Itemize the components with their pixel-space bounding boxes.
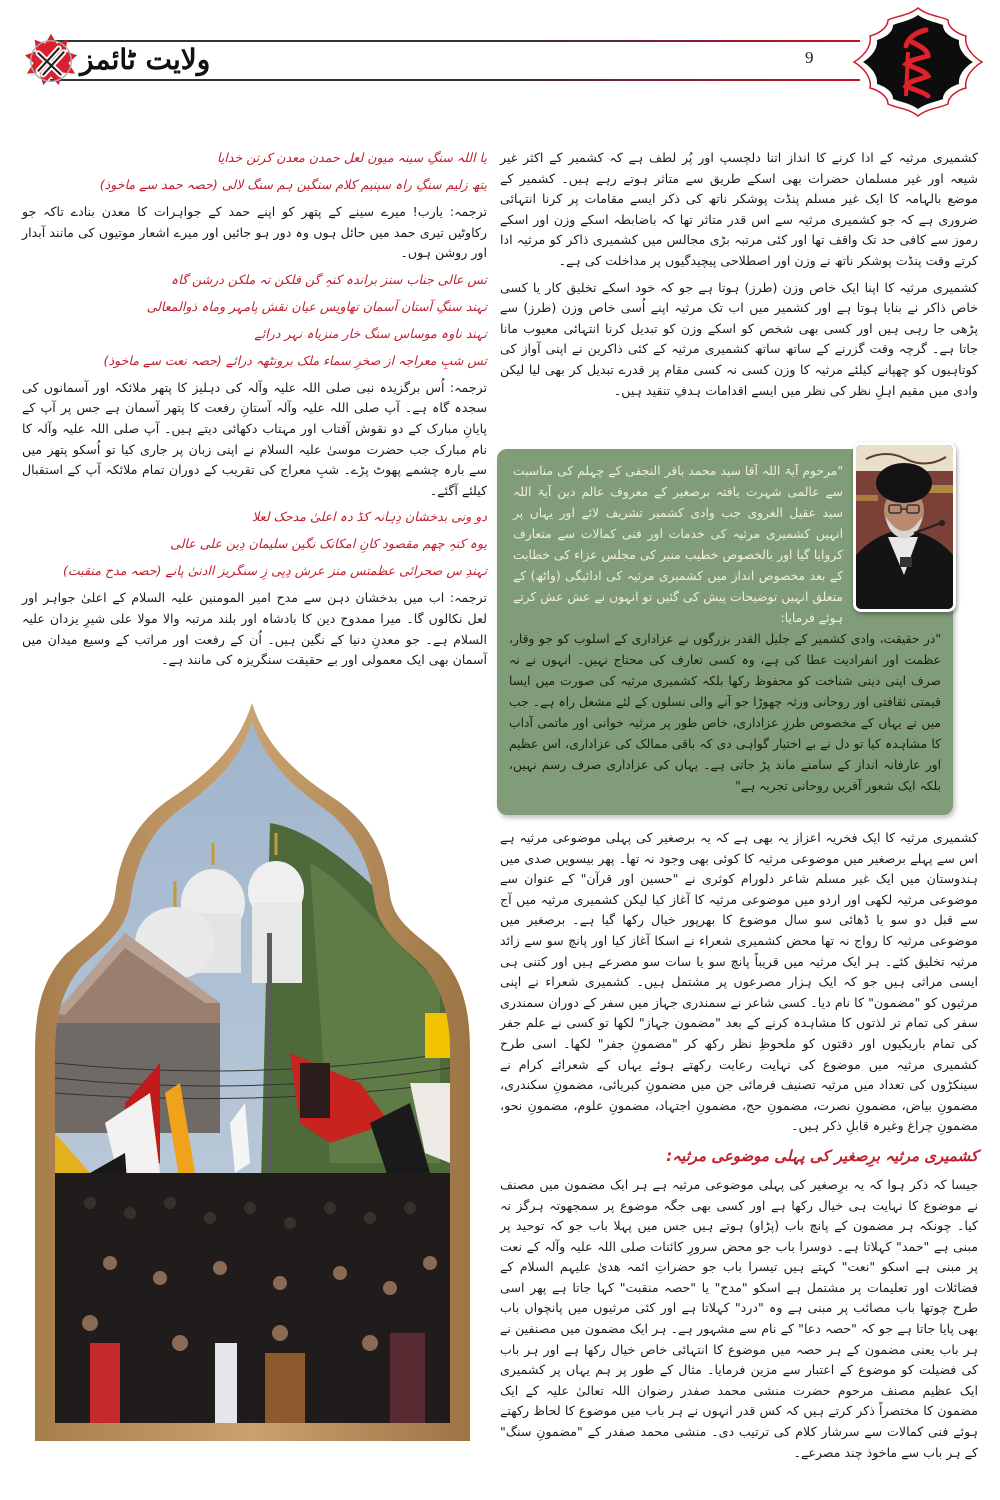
verse-line: تہندِ س صحرائی عظمتس منز عرش دِپی زِ سنگریز اادنیٰ پانے (حصہ مدح منقبت) xyxy=(62,563,487,579)
muharram-calligraphy-emblem-icon xyxy=(848,6,988,118)
wilayat-times-logo-icon xyxy=(22,32,80,90)
right-column-lower xyxy=(500,828,978,1469)
quote-text: "در حقیقت، وادی کشمیر کے جلیل القدر بزرگوں نے عزاداری کے اسلوب کو جو وقار، عظمت اور انفرادیت عطا کی ہے، وہ کسی تعارف کی محتاج نہیں۔ انہوں نے نہ صرف اپنی دینی شناخت کو محفوظ رکھا بلکہ کشمیری مرثیہ کی صورت میں ایسا قیمتی ثقافتی اور روحانی ورثہ چھوڑا جو آنے والی نسلوں کے لئے مشعل راہ ہے۔ جب میں نے یہاں کے مخصوص طرزِ عزاداری، خاص طور پر مرثیہ خوانی اور ماتمی آداب کا مشاہدہ کیا تو دل نے بے اختیار گواہی دی کہ باقی ممالک کی عزاداری، اس عظیم اور عارفانہ انداز کے سامنے ماند پڑ جاتی ہے۔ یہاں کی عزاداری صرف رسم نہیں، بلکہ ایک شعور آفریں روحانی تجربہ ہے" xyxy=(509,632,941,793)
left-column-article xyxy=(22,148,487,677)
verse-line: تہند ناوہ موساس سنگ خار منزیاہ نہر درائے xyxy=(254,325,487,341)
verse-line: تس عالی جناب سنز براندہ کنہِ گن فلکن تہ ملکن درشن گاہ xyxy=(170,271,487,287)
page-number: 9 xyxy=(805,48,814,67)
verse-line: دو ونی بدخشان دِہانہ کڈ دہ اعلیٰ مدحک لعلا xyxy=(252,509,487,525)
translation-paragraph: ترجمہ: یارب! میرے سینے کے پتھر کو اپنے حمد کے جواہرات کا معدن بنادے تاکہ جو رکاوٹیں تیری حمد میں حائل ہوں وہ دور ہو جائیں اور میرے اشعار موتیوں کی مانند آبدار اور روشن ہوں۔ xyxy=(22,204,487,261)
verse-line: یتھ زلیم سنگِ راہ سپنیم کلام سنگین ہم سنگ لالی (حصہ حمد سے ماخوذ) xyxy=(99,177,487,192)
publication-title: ولایت ٹائمز xyxy=(80,43,211,76)
page-header xyxy=(0,0,1000,120)
verse-line: یوہ کنہِ چھم مقصود کانِ امکانک نگین سلیمان دِین علی عالی xyxy=(170,536,487,552)
verse-line: تہند سنگِ آستان آسمان تھاویس عیان نقش پامہر وماہ ذوالمعالی xyxy=(146,298,487,314)
article-paragraph: جیسا کہ ذکر ہوا کہ یہ برِصغیر کی پہلی موضوعی مرثیہ ہے ہر ایک مضمون میں مصنف نے موضوع کا نہایت ہی خیال رکھا ہے اور کسی بھی جگہ موضوع پر سمجھوتہ ہرگز نہ کیا۔ چونکہ ہر مضمون کے پانچ باب (پڑاو) ہوتے ہیں جس میں پہلا باب جو کہ توحید پر مبنی ہے "حمد" کہلاتا ہے۔ دوسرا باب جو محض سرورِ کائنات صلی اللہ علیہ وآلہ کے نعت پر مبنی ہے اسکو "نعت" کہتے ہیں تیسرا باب جو حضراتِ ائمہ ھدیٰ علیہم السلام کے فضائلات اور تعلیمات پر مشتمل ہے اسکو "مدح" یا "حصہ منقبت" کہا جاتا ہے پھر اسی طرح چوتھا باب مصائب پر مبنی ہے وہ "درد" کہلاتا ہے اور کئی مرثیوں میں پانچواں باب بھی پایا جاتا ہے جو کہ "حصہ دعا" کے نام سے مشہور ہے۔ ہر ایک مضمون میں مصنفین نے ہر باب یعنی مضمون کے ہر حصہ میں موضوع کا انتہائی خاص خیال رکھا ہے اور ہر باب کی فضیلت کو موضوع کے اعتبار سے مزین فرمایا۔ مثال کے طور پر ہم یہاں پر کشمیری ایک عظیم مصنف مرحوم حضرت منشی محمد صفدر رضوان اللہ تعالیٰ علیہ کے ایک مضمون کا مختصراً ذکر کرتے ہیں کہ کس قدر انہوں نے ہر باب میں موضوع کا لحاظ رکھتے ہوئے فنی کمالات سے سرشار کلام کی ترتیب دی۔ منشی محمد صفدر کے "مضمونِ سنگ" کے ہر باب سے ماخوذ چند مصرعے۔ xyxy=(500,1176,978,1460)
right-column-article xyxy=(500,148,978,407)
verse-block-hamd xyxy=(22,148,487,194)
article-paragraph: کشمیری مرثیہ کا ایک فخریہ اعزاز یہ بھی ہے کہ یہ برصغیر کی پہلی موضوعی مرثیہ ہے اس سے پہلے برصغیر میں موضوعی مرثیہ کا کوئی بھی وجود نہ تھا۔ پھر بیسویں صدی میں ہندوستان میں ایک غیر مسلم شاعر دلورام کوثری نے "حسین اور قرآن" کے عنوان سے موضوعی مرثیہ لکھی اور اردو میں موضوعی مرثیہ کا آغاز کیا لیکن کشمیری مرثیہ میں آج سے قبل دو سو یا ڈھائی سو سال موضوع کا بھرپور خیال رکھا گیا ہے۔ برصغیر میں موضوعی مرثیہ کا رواج نہ تھا محض کشمیری شعراء نے اسکا آغاز کیا اور پانچ سو سے زائد مرثیہ تخلیق کئے۔ ہر ایک مرثیہ میں قریباً پانچ سو یا سات سو مصرعے ہیں اور کتنی ہی ایسی مراثی ہیں جو کہ ایک ہزار مصرعوں پر مشتمل ہیں۔ کشمیری شعراء نے اپنی مرثیوں کو "مضمون" کا نام دیا۔ کسی شاعر نے سمندری جہاز میں سفر کے دوران سمندری سفر کی تمام تر لذتوں کا مشاہدہ کرنے کے بعد "مضمون جہاز" لکھا تو کسی نے علم جفر کی تمام باریکیوں اور دقتوں کو ملحوظِ نظر رکھ کر "مضمونِ جفر" لکھا۔ اسی طرح کشمیری مرثیہ میں موضوع کی نہایت رعایت رکھتے ہوئے یہاں کے شعرائے کرام نے سینکڑوں کی تعداد میں مرثیہ تصنیف فرمائی جن میں مضمونِ کبریائی، مضمونِ سکندری، مضمونِ بیاض، مضمونِ نصرت، مضمونِ حج، مضمونِ اجتہاد، مضمونِ علوم، مضمونِ نحو، مضمونِ چراغ وغیرہ قابلِ ذکر ہیں۔ xyxy=(500,830,978,1134)
portrait-image xyxy=(856,445,953,609)
verse-line: یا اللہ سنگِ سینہ میون لعل حمدن معدن کرتن خدایا xyxy=(216,150,487,165)
article-paragraph: کشمیری مرثیہ کے ادا کرنے کا انداز اتنا دلچسپ اور پُر لطف ہے کہ کشمیر کے اکثر غیر شیعہ اور غیر مسلمان حضرات بھی اسکے طریق سے متاثر ہوتے رہے ہیں۔ کشمیر کے موضع بالہامہ کا ایک غیر مسلم پنڈت پوشکر ناتھ کی ذکر ایسے مقامات پر کرنا انتہائی ضروری ہے کہ جو کشمیری مرثیہ سے اس قدر متاثر تھا کہ باضابطہ اسکے وزن اور اسکے رموز سے کافی حد تک واقف تھا اور کئی مرتبہ بڑی مجالس میں کشمیری ذاکر کو مرثیہ ادا کرتے وقت پنڈت پوشکر ناتھ نے وزن اور اصطلاحی پیچیدگیوں پر مداخلت کی ہے۔ xyxy=(500,150,978,268)
procession-arch-photo xyxy=(30,703,475,1448)
section-subheading: کشمیری مرثیہ برِصغیر کی پہلی موضوعی مرثیہ: xyxy=(666,1146,978,1165)
quote-intro: "مرحوم آیۃ اللہ آقا سید محمد باقر النجفی کے چہلم کی مناسبت سے عالمی شہرت یافتہ برصغیر کے معروف عالم دین آیۃ اللہ سید عقیل الغروی جب وادی کشمیر تشریف لائے اور یہاں پر انہیں کشمیری مرثیہ کی خدمات اور فنی کمالات سے متعارف کروایا گیا اور بالخصوص خطیب منبر کی مجلس عزاء کی خطابت کے بعد مخصوص انداز میں کشمیری مرثیہ کی ادائیگی (واٹھ) کے متعلق انہیں توضیحات پیش کی گئیں تو انہوں نے عش عش کرتے ہوئے فرمایا: xyxy=(513,464,843,625)
translation-paragraph: ترجمہ: اُس برگزیدہ نبی صلی اللہ علیہ وآلہ کی دہلیز کا پتھر ملائکہ اور آسمانوں کی سجدہ گاہ ہے۔ آپ صلی اللہ علیہ وآلہ آستانِ رفعت کا پتھر آسمان ہے جس پر آپ کے پایانِ مبارک کے دو نقوش آفتاب اور مہتاب دکھائی دیتے ہیں۔ آپ صلی اللہ علیہ وآلہ کا نام مبارک جب حضرت موسیٰ علیہ السلام نے اپنی زبان پر جاری کیا تو اُسکو پتھر میں سے بارہ چشمے پھوٹ پڑے۔ شبِ معراج کی تقریب کے دوران تمام ملائکہ آپ کے استقبال کیلئے آگئے۔ xyxy=(22,379,487,498)
article-paragraph: کشمیری مرثیہ کا اپنا ایک خاص وزن (طرز) ہوتا ہے جو کہ خود اسکے تخلیق کار یا کسی خاص ذاکر نے بنایا ہوتا ہے اور کشمیر میں اب تک مرثیہ اپنے اُسی خاص وزن (طرز) سے پڑھی جا رہی ہیں اور کسی بھی شخص کو اسکے وزن کو تبدیل کرنا انتہائی معیوب مانا جاتا ہے۔ گرچہ وقت گزرنے کے ساتھ ساتھ کشمیری مرثیہ کے کئی ذاکرین نے اپنی آواز کی کوتاہیوں کو چھپانے کیلئے مرثیہ کا وزن کسی نہ کسی مقام پر قدرے تبدیل کر بھی لیا لیکن وادی میں مقیم اہلِ نظر کی نظر میں ایسے اقدامات ہدفِ تنقید ہیں۔ xyxy=(500,279,978,398)
verse-block-manqabat xyxy=(22,507,487,580)
scholar-portrait-photo xyxy=(853,442,956,612)
translation-paragraph: ترجمہ: اب میں بدخشان دہن سے مدح امیر المومنین علیہ السلام کے اعلیٰ جواہر اور لعل نکالوں گا۔ میرا ممدوح دین کا بادشاہ اور بلند مرتبہ والا مولا علی شیرِ یزدان علیہ السلام ہے۔ جو معدنِ دنیا کے نگین ہیں۔ اُن کے رفعت اور مراتب کے وسیع میدان میں آسمان بھی ایک معمولی اور بے حقیقت سنگریزہ کی مانند ہے۔ xyxy=(22,590,487,668)
verse-line: تس شبِ معراجہ از صخرِ سماء ملک برونٹھہ درائے (حصہ نعت سے ماخوذ) xyxy=(103,352,487,368)
verse-block-naat xyxy=(22,270,487,370)
